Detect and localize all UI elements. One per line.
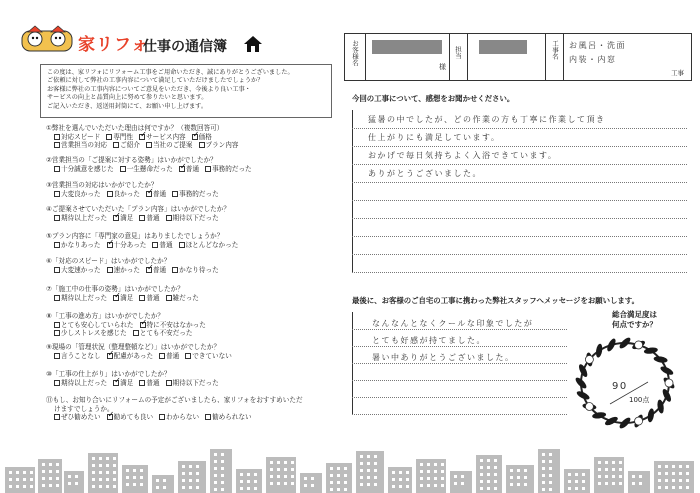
handwritten-line: おかげで毎日気持ちよく入浴できています。	[368, 151, 558, 160]
option-checkbox[interactable]	[54, 414, 60, 420]
question-label: ⑪もし、お知り合いにリフォームの予定がございましたら、家リフォをおすすめいただ	[46, 396, 303, 404]
house-icon	[243, 35, 263, 53]
option-checkbox[interactable]	[54, 322, 60, 328]
option-checkbox[interactable]	[159, 414, 165, 420]
option-checkbox[interactable]	[107, 414, 113, 420]
option-label: 専門性	[113, 132, 134, 141]
option-checkbox[interactable]	[54, 191, 60, 197]
option-label: ぜひ勧めたい	[61, 413, 101, 422]
option-label: かなり待った	[179, 265, 219, 274]
option-label: 営業担当の対応	[61, 141, 108, 150]
option-label: 勧めても良い	[113, 413, 154, 422]
writing-line	[352, 128, 687, 129]
option-checkbox[interactable]	[172, 191, 178, 197]
writing-line	[352, 380, 567, 381]
option-label: 期待以上だった	[61, 378, 108, 387]
option-label: 速かった	[113, 265, 140, 274]
option-label: 十分あった	[113, 240, 147, 249]
question-label: ②営業担当の「ご提案に対する姿勢」はいかがでしたか？	[46, 156, 217, 164]
question-label: ⑩「工事の仕上がり」はいかがでしたか？	[46, 370, 171, 378]
option-label: 期待以下だった	[172, 378, 219, 387]
writing-line	[352, 218, 687, 219]
option-label: 価格	[198, 132, 212, 141]
option-checkbox[interactable]	[192, 134, 198, 140]
option-label: できていない	[192, 351, 232, 360]
staff-label: 担当	[454, 46, 462, 59]
option-checkbox[interactable]	[113, 142, 119, 148]
option-label: 事務的だった	[212, 164, 252, 173]
question-label: ③営業担当の対応はいかがでしたか？	[46, 181, 158, 189]
option-row	[46, 241, 244, 250]
writing-line	[352, 236, 687, 237]
writing-line	[352, 397, 567, 398]
option-label: 満足	[120, 293, 134, 302]
option-label: 普通	[152, 189, 167, 198]
option-checkbox[interactable]	[107, 267, 113, 273]
option-label: 十分誠意を感じた	[61, 164, 114, 173]
option-checkbox[interactable]	[113, 295, 119, 301]
writing-line	[352, 164, 687, 165]
option-checkbox[interactable]	[106, 134, 112, 140]
option-checkbox[interactable]	[146, 191, 152, 197]
impression-heading: 今回の工事について、感想をお聞かせください。	[352, 94, 515, 103]
handwritten-line: とても好感が持てました。	[372, 336, 486, 345]
option-row	[46, 165, 258, 174]
score-value: 90	[612, 381, 628, 392]
option-label: 言うことなし	[61, 351, 101, 360]
option-label: 勧められない	[212, 413, 252, 422]
question-5	[46, 232, 244, 249]
option-label: 満足	[120, 213, 134, 222]
option-label: 普通	[159, 240, 173, 249]
option-checkbox[interactable]	[54, 295, 60, 301]
question-6	[46, 257, 225, 274]
customer-info-table	[344, 33, 692, 81]
writing-margin	[352, 110, 353, 272]
option-row	[46, 321, 212, 330]
option-checkbox[interactable]	[107, 191, 113, 197]
option-label: 普通	[166, 351, 180, 360]
option-row	[46, 413, 303, 422]
question-8	[46, 312, 212, 338]
option-label: ご紹介	[120, 141, 140, 150]
option-row	[46, 214, 230, 223]
question-7	[46, 285, 205, 302]
option-checkbox[interactable]	[146, 142, 152, 148]
option-checkbox[interactable]	[139, 380, 145, 386]
brand-logo: 家リフォ	[78, 35, 150, 55]
option-label: 雑だった	[172, 293, 199, 302]
option-row	[46, 266, 225, 275]
question-1	[46, 124, 244, 150]
question-label: ⑤プラン内容に「専門家の意見」はありましたでしょうか？	[46, 232, 224, 240]
option-checkbox[interactable]	[199, 142, 205, 148]
question-label-cont: けますでしょうか。	[54, 404, 114, 413]
option-checkbox[interactable]	[113, 380, 119, 386]
option-row	[46, 133, 244, 142]
option-checkbox[interactable]	[179, 166, 185, 172]
option-label: 期待以上だった	[61, 293, 108, 302]
option-checkbox[interactable]	[54, 330, 60, 336]
option-checkbox[interactable]	[152, 242, 158, 248]
option-checkbox[interactable]	[159, 353, 165, 359]
option-checkbox[interactable]	[185, 353, 191, 359]
option-row	[46, 329, 212, 338]
option-checkbox[interactable]	[205, 414, 211, 420]
option-checkbox[interactable]	[139, 215, 145, 221]
option-checkbox[interactable]	[107, 242, 113, 248]
option-label: とても不安だった	[139, 329, 193, 338]
option-checkbox[interactable]	[166, 380, 172, 386]
option-label: 普通	[152, 265, 167, 274]
option-row	[46, 294, 205, 303]
option-label: 配慮があった	[113, 351, 154, 360]
option-label: サービス内容	[146, 132, 186, 141]
writing-line	[352, 254, 687, 255]
option-label: 期待以上だった	[61, 213, 108, 222]
question-3	[46, 181, 225, 198]
option-label: 良かった	[113, 189, 140, 198]
work-label: 工事名	[551, 40, 559, 60]
option-checkbox[interactable]	[54, 353, 60, 359]
question-11	[46, 396, 303, 422]
work-name-line1: お風呂・洗面	[569, 41, 626, 50]
writing-line	[352, 414, 567, 415]
option-label: とても安心していられた	[61, 320, 134, 329]
option-checkbox[interactable]	[54, 166, 60, 172]
score-label: 総合満足度は 何点ですか？	[612, 310, 657, 329]
option-label: プラン内容	[205, 141, 239, 150]
option-checkbox[interactable]	[172, 267, 178, 273]
option-label: 対応スピード	[61, 132, 101, 141]
option-checkbox[interactable]	[54, 267, 60, 273]
option-checkbox[interactable]	[54, 380, 60, 386]
question-label: ⑦「施工中の仕事の姿勢」はいかがでしたか？	[46, 285, 184, 293]
option-checkbox[interactable]	[166, 295, 172, 301]
writing-line	[352, 200, 687, 201]
option-row	[46, 379, 225, 388]
option-checkbox[interactable]	[54, 134, 60, 140]
writing-line	[352, 182, 687, 183]
option-checkbox[interactable]	[146, 267, 152, 273]
intro-message: この度は、家リフォにリフォーム工事をご用命いただき、誠にありがとうございました。 ご依頼に対して弊社の工事内容について満足していただけましたでしょうか？ お客様に弊社の工事内容についてご意見をいただき、今後より良い工事・ サービスの向上と品質向上に努めて参りたいと思います。 ご記入いただき、返送用封筒にて、お願い申し上げます。	[40, 64, 332, 118]
handwritten-line: 仕上がりにも満足しています。	[368, 133, 501, 142]
option-checkbox[interactable]	[133, 330, 139, 336]
staff-name-redacted	[479, 40, 527, 54]
option-checkbox[interactable]	[205, 166, 211, 172]
option-checkbox[interactable]	[140, 322, 146, 328]
question-label: ⑥「対応のスピード」はいかがでしたか？	[46, 257, 171, 265]
option-label: 期待以下だった	[172, 213, 219, 222]
option-checkbox[interactable]	[179, 242, 185, 248]
option-checkbox[interactable]	[107, 353, 113, 359]
writing-line	[352, 329, 567, 330]
option-checkbox[interactable]	[54, 242, 60, 248]
option-checkbox[interactable]	[139, 134, 145, 140]
option-checkbox[interactable]	[120, 166, 126, 172]
option-label: 満足	[120, 378, 134, 387]
option-label: かなりあった	[61, 240, 101, 249]
option-checkbox[interactable]	[113, 215, 119, 221]
customer-label: お客様名	[351, 40, 359, 66]
handwritten-line: ありがとうございました。	[368, 169, 482, 178]
handwritten-line: なんなんとなくクールな印象でしたが	[372, 319, 534, 328]
question-9	[46, 343, 238, 360]
honorific: 様	[439, 63, 446, 71]
option-label: 普通	[146, 213, 160, 222]
option-checkbox[interactable]	[54, 215, 60, 221]
page-title: 仕事の通信簿	[143, 39, 227, 55]
customer-name-redacted	[372, 40, 442, 54]
option-label: 事務的だった	[179, 189, 219, 198]
question-10	[46, 370, 225, 387]
question-label: ①弊社を選んでいただいた理由は何ですか？（複数回答可）	[46, 124, 224, 132]
work-name-line2: 内装・内窓	[569, 55, 617, 64]
writing-line	[352, 346, 567, 347]
option-label: ほとんどなかった	[185, 240, 239, 249]
townscape-illustration	[0, 445, 700, 493]
question-2	[46, 156, 258, 173]
option-label: 特に不安はなかった	[146, 320, 206, 329]
option-label: 大変速かった	[61, 265, 101, 274]
writing-line	[352, 272, 687, 273]
option-label: 普通	[146, 293, 160, 302]
handwritten-line: 猛暑の中でしたが、どの作業の方も丁寧に作業して頂き	[368, 115, 606, 124]
option-checkbox[interactable]	[166, 215, 172, 221]
option-label: 少しストレスを感じた	[61, 329, 127, 338]
writing-line	[352, 363, 567, 364]
question-label: ⑨現場の「管理状況（整理整頓など）」はいかがでしたか？	[46, 343, 221, 351]
option-row	[46, 190, 225, 199]
option-checkbox[interactable]	[139, 295, 145, 301]
staff-message-heading: 最後に、お客様のご自宅の工事に携わった弊社スタッフへメッセージをお願いします。	[352, 296, 639, 305]
option-label: 当社のご提案	[152, 141, 193, 150]
option-label: 一生懸命だった	[126, 164, 173, 173]
handwritten-line: 暑い中ありがとうございました。	[372, 353, 515, 362]
work-suffix: 工事	[671, 69, 684, 77]
question-label: ④ご提案させていただいた「プラン内容」はいかがでしたか？	[46, 205, 230, 213]
question-4	[46, 205, 230, 222]
option-label: 普通	[146, 378, 160, 387]
score-max: 100点	[629, 396, 650, 404]
option-label: 普通	[185, 164, 200, 173]
option-label: 大変良かった	[61, 189, 101, 198]
mascot-logo-icon	[20, 25, 74, 53]
question-label: ⑧「工事の進め方」はいかがでしたか？	[46, 312, 165, 320]
option-label: わからない	[166, 413, 200, 422]
option-checkbox[interactable]	[54, 142, 60, 148]
writing-line	[352, 146, 687, 147]
option-row	[46, 352, 238, 361]
option-row	[46, 141, 244, 150]
